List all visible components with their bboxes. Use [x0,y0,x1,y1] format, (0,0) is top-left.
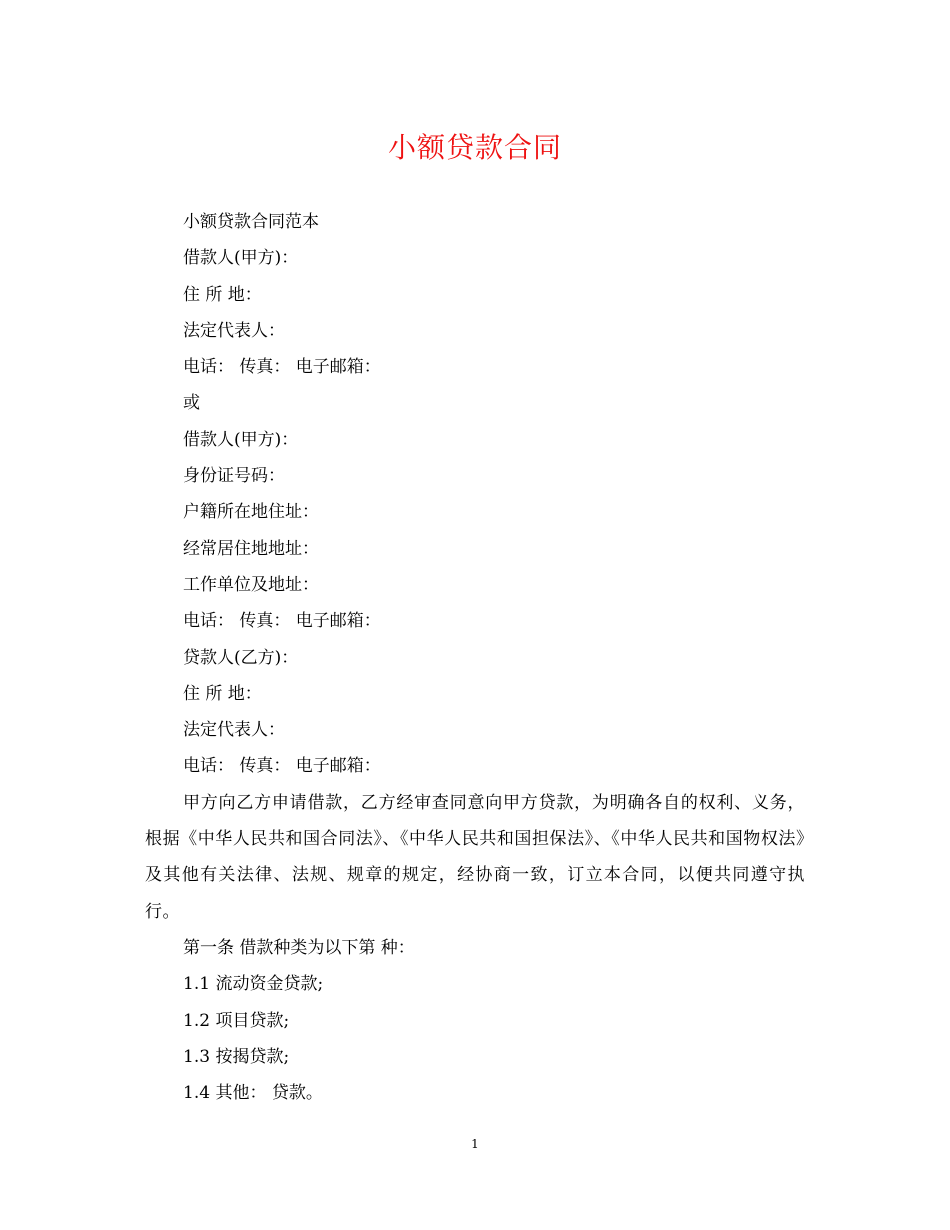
text-line: 工作单位及地址： [183,574,319,595]
clause-line: 1.2 项目贷款; [183,1010,290,1031]
text-line: 住 所 地： [183,284,262,305]
text-line: 经常居住地地址： [183,538,319,559]
clause-line: 第一条 借款种类为以下第 种： [183,937,415,958]
text-line: 电话： 传真： 电子邮箱： [183,357,381,378]
text-line: 户籍所在地住址： [183,502,319,523]
text-line: 或 [183,393,200,414]
clause-line: 1.3 按揭贷款; [183,1046,290,1067]
text-line: 身份证号码： [183,466,285,487]
document-body [145,204,805,1111]
preamble-paragraph: 甲方向乙方申请借款，乙方经审查同意向甲方贷款，为明确各自的权利、义务，根据《中华人民共和国合同法》、《中华人民共和国担保法》、《中华人民共和国物权法》及其他有关法律、法规、规章的规定，经协商一致，订立本合同，以便共同遵守执行。 [145,792,805,922]
text-line: 法定代表人： [183,720,285,741]
text-line: 借款人(甲方)： [183,248,299,269]
text-line: 借款人(甲方)： [183,429,299,450]
text-line: 贷款人(乙方)： [183,647,299,668]
clause-line: 1.1 流动资金贷款; [183,974,324,995]
text-line: 小额贷款合同范本 [183,212,319,232]
text-line: 住 所 地： [183,683,262,704]
page-number: 1 [471,1137,479,1151]
text-line: 电话： 传真： 电子邮箱： [183,756,381,777]
document-title: 小额贷款合同 [387,131,562,164]
clause-line: 1.4 其他： 贷款。 [183,1083,323,1104]
text-line: 法定代表人： [183,320,285,341]
text-line: 电话： 传真： 电子邮箱： [183,611,381,632]
